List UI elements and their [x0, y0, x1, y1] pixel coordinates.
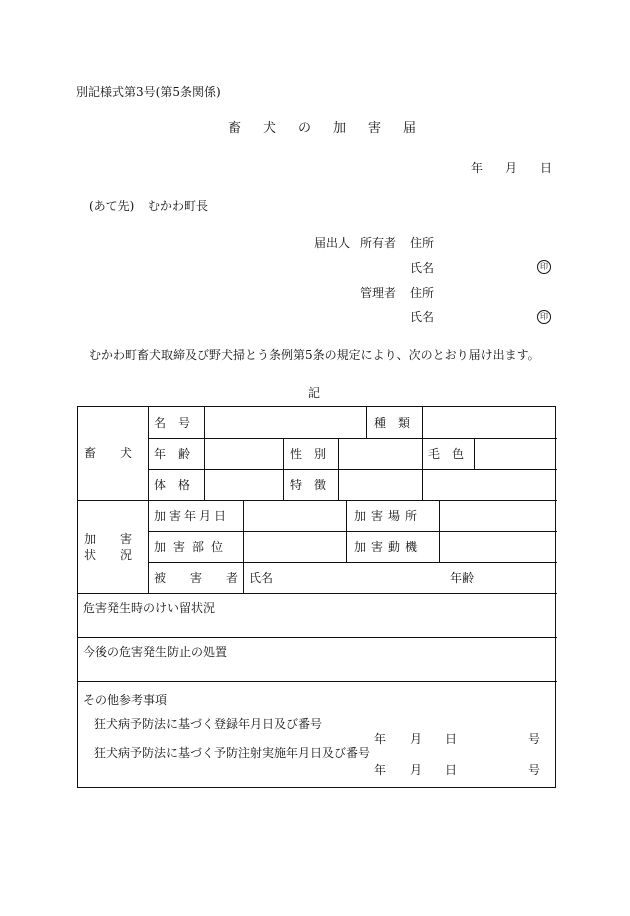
harm-section-label-line2: 状 況 — [84, 548, 133, 562]
manager-address-label: 住所 — [410, 286, 435, 300]
owner-name-label: 氏名 — [410, 261, 435, 275]
harm-section-label-line1: 加 害 — [84, 532, 133, 546]
reg-day-label: 日 — [445, 732, 458, 746]
dog-feature-label: 特 徴 — [290, 478, 327, 492]
restraint-status-label: 危害発生時のけい留状況 — [83, 601, 216, 615]
other-notes-label: その他参考事項 — [83, 693, 168, 707]
owner-label: 所有者 — [360, 236, 397, 250]
vac-month-label: 月 — [410, 763, 423, 777]
dog-name-label: 名 号 — [154, 416, 191, 430]
dog-build-label: 体 格 — [154, 478, 191, 492]
owner-seal-icon: 印 — [537, 260, 551, 274]
date-day-label: 日 — [540, 161, 553, 175]
manager-name-label: 氏名 — [410, 310, 435, 324]
reg-year-label: 年 — [374, 732, 387, 746]
victim-age-label: 年齢 — [450, 571, 475, 585]
vac-year-label: 年 — [374, 763, 387, 777]
addressee-name: むかわ町長 — [148, 199, 209, 213]
dog-age-label: 年 齢 — [154, 447, 191, 461]
date-month-label: 月 — [505, 161, 518, 175]
dog-sex-label: 性 別 — [290, 447, 327, 461]
manager-label: 管理者 — [360, 286, 397, 300]
manager-seal-icon: 印 — [537, 310, 551, 324]
form-id: 別記様式第3号(第5条関係) — [76, 85, 221, 99]
victim-name-label: 氏名 — [249, 571, 274, 585]
registration-line: 狂犬病予防法に基づく登録年月日及び番号 — [94, 717, 323, 731]
harm-motive-label: 加害動機 — [354, 540, 423, 554]
addressee-prefix: (あて先) — [89, 199, 135, 213]
reg-number-label: 号 — [528, 732, 541, 746]
owner-address-label: 住所 — [410, 236, 435, 250]
harm-date-label: 加害年月日 — [154, 509, 230, 523]
prevention-label: 今後の危害発生防止の処置 — [83, 645, 228, 659]
page-title: 畜犬の加害届 — [228, 121, 439, 136]
vac-number-label: 号 — [528, 763, 541, 777]
dog-color-label: 毛 色 — [428, 447, 465, 461]
dog-section-label: 畜 犬 — [84, 446, 133, 460]
record-heading: 記 — [308, 386, 321, 400]
report-table — [77, 406, 556, 788]
vac-day-label: 日 — [445, 763, 458, 777]
victim-label: 被 害 者 — [154, 571, 239, 585]
submitter-label: 届出人 — [314, 236, 351, 250]
harm-part-label: 加害部位 — [154, 540, 231, 554]
dog-kind-label: 種 類 — [374, 416, 411, 430]
date-year-label: 年 — [471, 161, 484, 175]
harm-place-label: 加害場所 — [354, 509, 423, 523]
vaccination-line: 狂犬病予防法に基づく予防注射実施年月日及び番号 — [94, 746, 371, 760]
statement-text: むかわ町畜犬取締及び野犬掃とう条例第5条の規定により、次のとおり届け出ます。 — [89, 348, 540, 362]
reg-month-label: 月 — [410, 732, 423, 746]
